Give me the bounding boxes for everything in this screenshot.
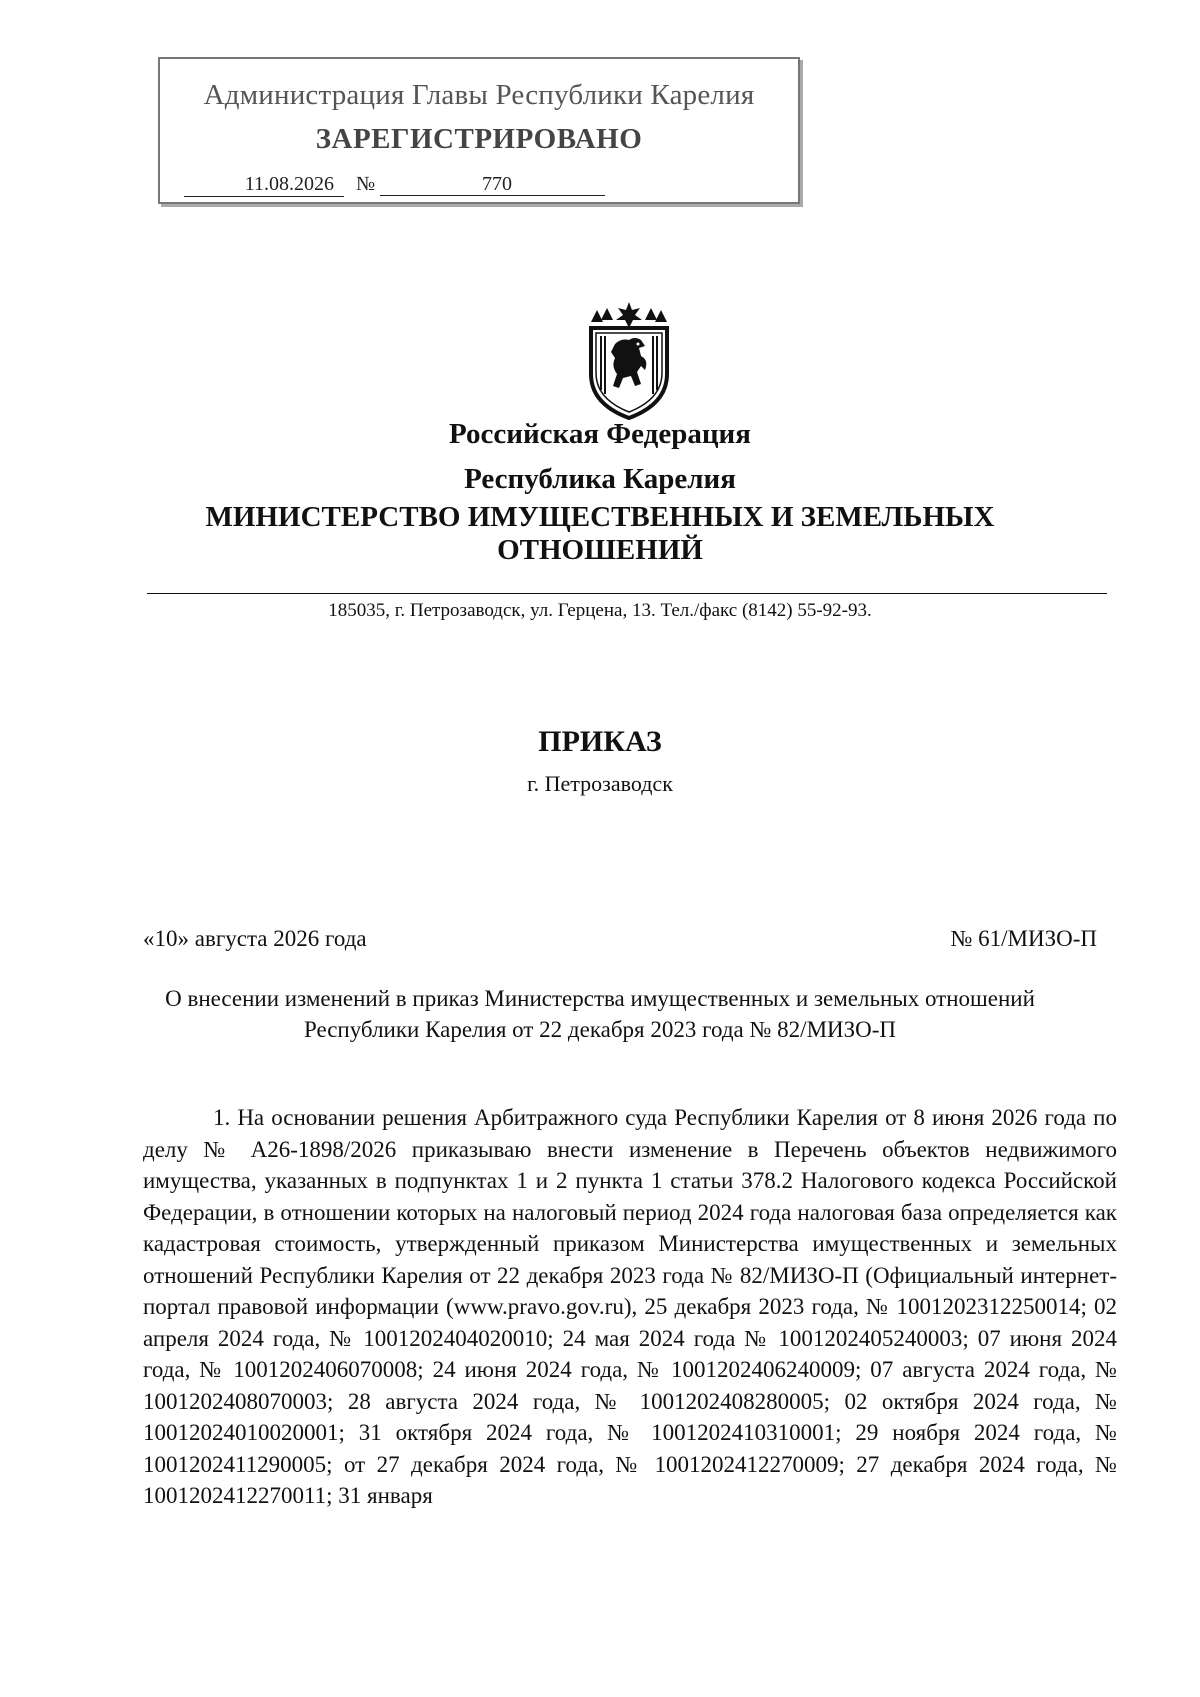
date-number-row [143,926,1097,952]
ministry-address: 185035, г. Петрозаводск, ул. Герцена, 13. Тел./факс (8142) 55-92-93. [328,600,872,621]
document-number: № 61/МИЗО-П [950,926,1097,951]
stamp-status: ЗАРЕГИСТРИРОВАНО [315,123,643,155]
document-date: «10» августа 2026 года [143,926,367,951]
document-title: ПРИКАЗ [538,725,662,758]
karelia-coat-of-arms-icon [583,300,675,420]
document-body: 1. На основании решения Арбитражного суда Республики Карелия от 8 июня 2026 года по делу № А26-1898/2026 приказываю внести изменение в Перечень объектов недвижимого имущества, указанных в подпунктах 1 и 2 пункта 1 статьи 378.2 Налогового кодекса Российской Федерации, в отношении которых на налоговый период 2024 года налоговая база определяется как кадастровая стоимость, утвержденный приказом Министерства имущественных и земельных отношений Республики Карелия от 22 декабря 2023 года № 82/МИЗО-П (Официальный интернет-портал правовой информации (www.pravo.gov.ru), 25 декабря 2023 года, № 1001202312250014; 02 апреля 2024 года, № 1001202404020010; 24 мая 2024 года № 1001202405240003; 07 июня 2024 года, № 1001202406070008; 24 июня 2024 года, № 1001202406240009; 07 августа 2024 года, № 1001202408070003; 28 августа 2024 года, № 1001202408280005; 02 октября 2024 года, № 10012024010020001; 31 октября 2024 года, № 1001202410310001; 29 ноября 2024 года, № 1001202411290005; от 27 декабря 2024 года, № 1001202412270009; 27 декабря 2024 года, № 1001202412270011; 31 января [143,1105,1117,1508]
stamp-date: 11.08.2026 [184,172,344,197]
country-heading: Российская Федерация [449,418,751,450]
header-divider [147,593,1107,594]
ministry-heading-continued: ОТНОШЕНИЙ [497,534,703,566]
stamp-organization: Администрация Главы Республики Карелия [203,79,755,111]
stamp-number: 770 [380,172,605,196]
document-subject: О внесении изменений в приказ Министерства имущественных и земельных отношений Республики Карелия от 22 декабря 2023 года № 82/МИЗО-П [165,986,1035,1042]
stamp-number-sign: № [356,173,376,195]
registration-stamp [158,57,800,204]
document-city: г. Петрозаводск [527,771,673,796]
republic-heading: Республика Карелия [464,463,736,495]
ministry-heading: МИНИСТЕРСТВО ИМУЩЕСТВЕННЫХ И ЗЕМЕЛЬНЫХ [205,501,995,533]
